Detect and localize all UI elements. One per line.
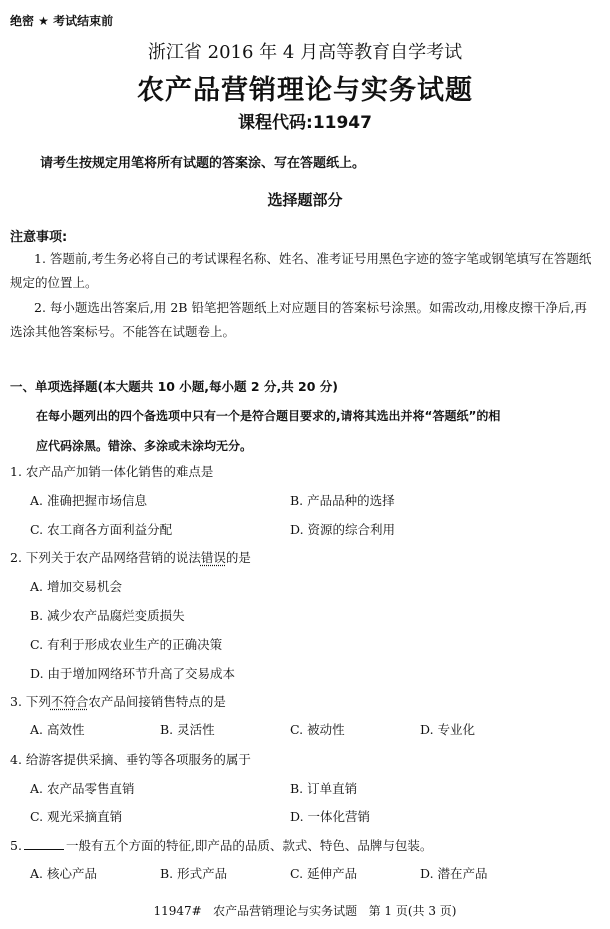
question-3-option-a: A. 高效性 [30,722,85,737]
question-4-stem: 4. 给游客提供采摘、垂钓等各项服务的属于 [10,752,251,767]
question-5-stem [10,836,432,854]
question-2-option-d: D. 由于增加网络环节升高了交易成本 [30,666,236,681]
question-2-stem-pre: 2. 下列关于农产品网络营销的说法 [10,550,201,565]
part-heading: 一、单项选择题(本大题共 10 小题,每小题 2 分,共 20 分) [10,379,339,394]
question-3-stem-post: 农产品间接销售特点的是 [88,694,226,709]
course-code: 课程代码:11947 [238,113,372,133]
question-3-stem-pre: 3. 下列 [10,694,51,709]
part-instruction [36,401,596,461]
question-1-option-c: C. 农工商各方面利益分配 [30,522,173,537]
question-5-option-b: B. 形式产品 [160,866,228,881]
part-instruction-line-2: 应代码涂黑。错涂、多涂或未涂均无分。 [36,439,253,453]
page-footer: 11947# 农产品营销理论与实务试题 第 1 页(共 3 页) [153,904,457,918]
question-1-option-a: A. 准确把握市场信息 [30,493,147,508]
exam-name: 浙江省 2016 年 4 月高等教育自学考试 [147,42,463,63]
question-1-option-d: D. 资源的综合利用 [290,522,396,537]
question-2-stem-emphasis: 错误 [200,550,226,565]
question-3-option-d: D. 专业化 [420,722,476,737]
question-5-option-d: D. 潜在产品 [420,866,488,881]
question-5-option-c: C. 延伸产品 [290,866,358,881]
notes-title: 注意事项: [10,230,68,245]
question-3-option-b: B. 灵活性 [160,722,215,737]
question-1-option-b: B. 产品品种的选择 [290,493,395,508]
page-title: 农产品营销理论与实务试题 [137,75,473,106]
question-3-stem [10,692,226,710]
question-1-stem: 1. 农产品产加销一体化销售的难点是 [10,464,214,479]
section-title: 选择题部分 [267,191,343,209]
note-item-1: 1. 答题前,考生务必将自己的考试课程名称、姓名、准考证号用黑色字迹的签字笔或钢笔填写在答题纸规定的位置上。 [10,251,592,290]
part-instruction-line-1: 在每小题列出的四个备选项中只有一个是符合题目要求的,请将其选出并将“答题纸”的相 [36,409,501,423]
question-4-option-c: C. 观光采摘直销 [30,809,123,824]
question-5-stem-pre: 5. [10,838,22,853]
question-2-stem-post: 的是 [225,550,251,565]
question-5-stem-post: 一般有五个方面的特征,即产品的品质、款式、特色、品牌与包装。 [65,838,433,853]
question-3-stem-emphasis: 不符合 [50,694,89,709]
question-5-option-a: A. 核心产品 [30,866,97,881]
question-2-stem [10,548,251,566]
answer-blank [24,837,64,850]
answer-instruction: 请考生按规定用笔将所有试题的答案涂、写在答题纸上。 [40,156,366,171]
question-4-option-a: A. 农产品零售直销 [30,781,135,796]
question-2-option-a: A. 增加交易机会 [30,579,122,594]
question-2-option-b: B. 减少农产品腐烂变质损失 [30,608,185,623]
question-3-option-c: C. 被动性 [290,722,345,737]
note-item-2: 2. 每小题选出答案后,用 2B 铅笔把答题纸上对应题目的答案标号涂黑。如需改动,用橡皮擦干净后,再选涂其他答案标号。不能答在试题卷上。 [10,300,587,339]
question-2-option-c: C. 有利于形成农业生产的正确决策 [30,637,223,652]
question-4-option-b: B. 订单直销 [290,781,358,796]
secret-mark: 绝密 ★ 考试结束前 [10,14,114,28]
question-4-option-d: D. 一体化营销 [290,809,371,824]
